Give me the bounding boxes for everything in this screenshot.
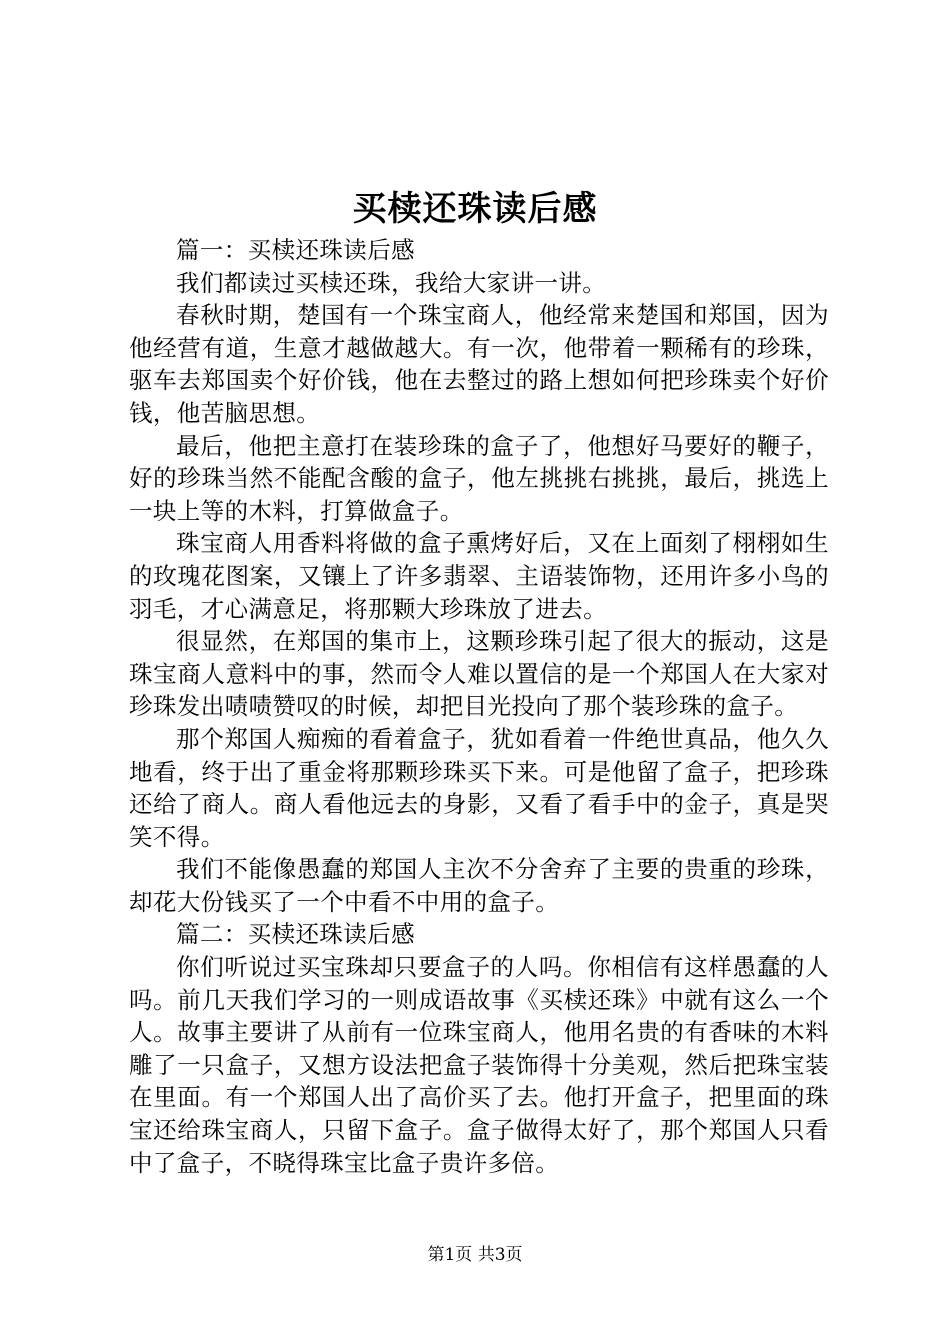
paragraph: 最后，他把主意打在装珍珠的盒子了，他想好马要好的鞭子，好的珍珠当然不能配含酸的盒子，他左挑挑右挑挑，最后，挑选上一块上等的木料，打算做盒子。 [129, 431, 829, 525]
paragraph: 那个郑国人痴痴的看着盒子，犹如看着一件绝世真品，他久久地看，终于出了重金将那颗珍珠买下来。可是他留了盒子，把珍珠还给了商人。商人看他远去的身影，又看了看手中的金子，真是哭笑不得。 [129, 724, 829, 851]
paragraph: 春秋时期，楚国有一个珠宝商人，他经常来楚国和郑国，因为他经营有道，生意才越做越大。有一次，他带着一颗稀有的珍珠，驱车去郑国卖个好价钱，他在去整过的路上想如何把珍珠卖个好价钱，他苦脑思想。 [129, 301, 829, 427]
document-body [129, 234, 829, 1179]
section-heading-1: 篇一：买椟还珠读后感 [176, 236, 415, 264]
document-title: 买椟还珠读后感 [352, 189, 598, 229]
paragraph: 你们听说过买宝珠却只要盒子的人吗。你相信有这样愚蠢的人吗。前几天我们学习的一则成语故事《买椟还珠》中就有这么一个人。故事主要讲了从前有一位珠宝商人，他用名贵的有香味的木料雕了一只盒子，又想方设法把盒子装饰得十分美观，然后把珠宝装在里面。有一个郑国人出了高价买了去。他打开盒子，把里面的珠宝还给珠宝商人，只留下盒子。盒子做得太好了，那个郑国人只看中了盒子，不晓得珠宝比盒子贵许多倍。 [129, 953, 829, 1177]
page-footer: 第1页 共3页 [427, 1245, 523, 1265]
paragraph: 我们都读过买椟还珠，我给大家讲一讲。 [176, 268, 607, 297]
paragraph: 我们不能像愚蠢的郑国人主次不分舍弃了主要的贵重的珍珠，却花大份钱买了一个中看不中用的盒子。 [129, 855, 829, 916]
paragraph: 珠宝商人用香料将做的盒子熏烤好后，又在上面刻了栩栩如生的玫瑰花图案，又镶上了许多翡翠、主语装饰物，还用许多小鸟的羽毛，才心满意足，将那颗大珍珠放了进去。 [129, 529, 829, 623]
paragraph: 很显然，在郑国的集市上，这颗珍珠引起了很大的振动，这是珠宝商人意料中的事，然而令人难以置信的是一个郑国人在大家对珍珠发出啧啧赞叹的时候，却把目光投向了那个装珍珠的盒子。 [129, 627, 829, 721]
section-heading-2: 篇二：买椟还珠读后感 [176, 920, 415, 949]
